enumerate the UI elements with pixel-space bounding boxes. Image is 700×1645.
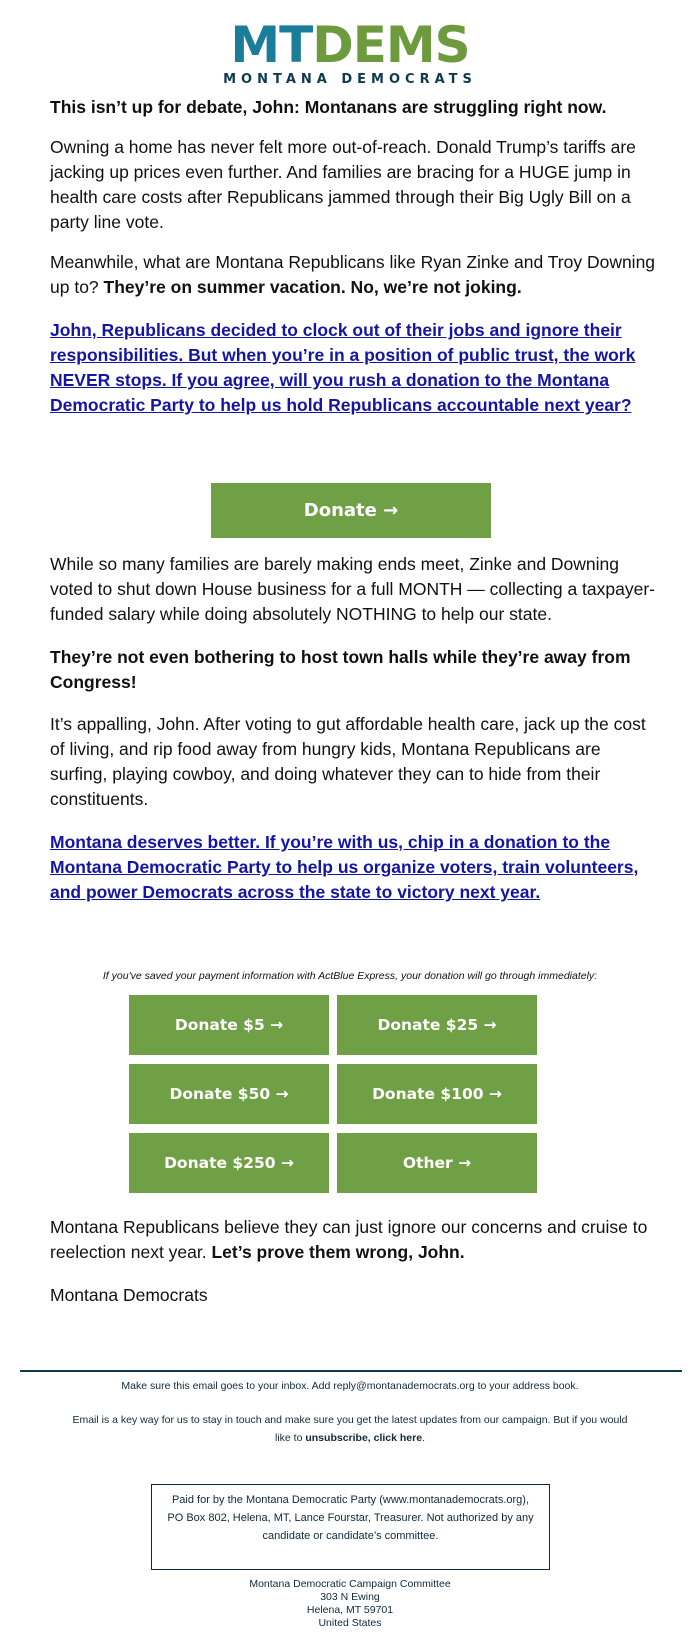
donation-link-paragraph-2 bbox=[50, 830, 660, 905]
paragraph-vacation-text: Meanwhile, what are Montana Republicans like Ryan Zinke and Troy Downing up to? bbox=[50, 252, 656, 297]
logo-dems: DEMS bbox=[312, 16, 470, 74]
paragraph-closing-bold: Let’s prove them wrong, John. bbox=[211, 1242, 465, 1262]
actblue-express-note: If you've saved your payment information with ActBlue Express, your donation will go through immediately: bbox=[102, 970, 598, 982]
donation-link-paragraph-1 bbox=[50, 318, 660, 418]
paragraph-appalling: It’s appalling, John. After voting to gut affordable health care, jack up the cost of living, and rip food away from hungry kids, Montana Republicans are surfing, playing cowboy, and doing whatever they can to hide from their constituents. bbox=[50, 714, 646, 809]
unsubscribe-end: . bbox=[422, 1432, 425, 1444]
logo-subtitle: MONTANA DEMOCRATS bbox=[223, 72, 477, 87]
signoff: Montana Democrats bbox=[50, 1285, 208, 1305]
footer-divider bbox=[20, 1370, 682, 1372]
donate-100-button[interactable]: Donate $100 → bbox=[337, 1064, 537, 1124]
paragraph-vacation bbox=[50, 250, 660, 300]
donate-25-button[interactable]: Donate $25 → bbox=[337, 995, 537, 1055]
intro-headline: This isn’t up for debate, John: Montanans are struggling right now. bbox=[50, 97, 607, 117]
mailing-address bbox=[0, 1578, 700, 1630]
logo-mt: MT bbox=[230, 16, 313, 74]
donate-50-button[interactable]: Donate $50 → bbox=[129, 1064, 329, 1124]
unsubscribe-link[interactable]: unsubscribe, click here bbox=[305, 1432, 423, 1444]
paragraph-closing-text: Montana Republicans believe they can just ignore our concerns and cruise to reelection next year. bbox=[50, 1217, 648, 1262]
donate-250-button[interactable]: Donate $250 → bbox=[129, 1133, 329, 1193]
logo[interactable] bbox=[0, 16, 700, 87]
unsubscribe-note bbox=[70, 1411, 630, 1447]
donation-link-2[interactable]: Montana deserves better. If you’re with us, chip in a donation to the Montana Democratic Party to help us organize voters, train volunteers, and power Democrats across the state to victory next year. bbox=[50, 832, 639, 902]
paid-for-box bbox=[151, 1484, 550, 1570]
inbox-note: Make sure this email goes to your inbox. Add reply@montanademocrats.org to your address book. bbox=[121, 1380, 579, 1392]
address-line-4: United States bbox=[318, 1617, 382, 1629]
paragraph-shutdown: While so many families are barely making ends meet, Zinke and Downing voted to shut down House business for a full MONTH — collecting a taxpayer-funded salary while doing absolutely NOTHING to help our state. bbox=[50, 554, 655, 624]
paragraph-vacation-bold: They’re on summer vacation. No, we’re not joking. bbox=[103, 277, 522, 297]
logo-wordmark bbox=[0, 16, 700, 74]
donate-other-button[interactable]: Other → bbox=[337, 1133, 537, 1193]
address-line-3: Helena, MT 59701 bbox=[306, 1604, 394, 1616]
paragraph-housing: Owning a home has never felt more out-of-reach. Donald Trump’s tariffs are jacking up prices even further. And families are bracing for a HUGE jump in health care costs after Republicans jammed through their Big Ugly Bill on a party line vote. bbox=[50, 137, 636, 232]
unsubscribe-text: Email is a key way for us to stay in touch and make sure you get the latest updates from our campaign. But if you would like to bbox=[72, 1414, 628, 1444]
paragraph-closing bbox=[50, 1215, 660, 1265]
donation-link-1[interactable]: John, Republicans decided to clock out of their jobs and ignore their responsibilities. But when you’re in a position of public trust, the work NEVER stops. If you agree, will you rush a donation to the Montana Democratic Party to help us hold Republicans accountable next year? bbox=[50, 320, 636, 415]
paragraph-town-halls: They’re not even bothering to host town halls while they’re away from Congress! bbox=[50, 647, 631, 692]
address-line-2: 303 N Ewing bbox=[320, 1591, 380, 1603]
donate-5-button[interactable]: Donate $5 → bbox=[129, 995, 329, 1055]
address-line-1: Montana Democratic Campaign Committee bbox=[249, 1578, 451, 1590]
paid-for-text: Paid for by the Montana Democratic Party (www.montanademocrats.org), PO Box 802, Helena, MT, Lance Fourstar, Treasurer. Not authorized by any candidate or candidate’s committee. bbox=[167, 1494, 534, 1542]
donate-button[interactable]: Donate → bbox=[211, 483, 491, 538]
